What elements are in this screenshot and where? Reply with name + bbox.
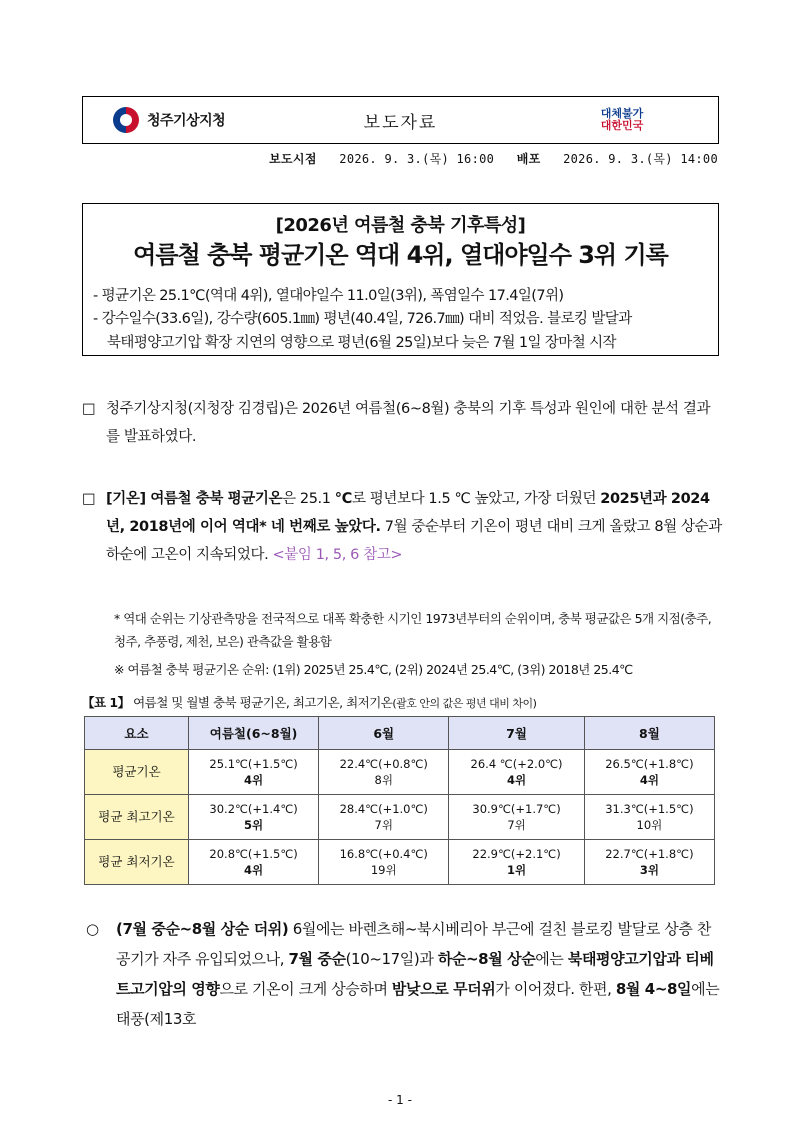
- cell-rank: 4위: [244, 863, 264, 877]
- summary-bullet-2-line-2: 북태평양고기압 확장 지연의 영향으로 평년(6월 25일)보다 늦은 7월 1일 장마철 시작: [107, 335, 616, 351]
- subheading: [2026년 여름철 충북 기후특성]: [275, 215, 526, 236]
- text-bold: 7월 중순: [288, 950, 346, 968]
- table-caption-tag: 【표 1】: [82, 695, 130, 710]
- text-run: 에는 태풍(제13호: [116, 980, 720, 1028]
- cell-value: 25.1℃(+1.5℃): [209, 757, 298, 771]
- cell-rank: 4위: [244, 773, 264, 787]
- cell-value: 28.4℃(+1.0℃): [339, 802, 428, 816]
- summary-box: [82, 203, 719, 356]
- text-bold: ℃: [334, 491, 352, 507]
- text-bold: (7월 중순~8월 상순 더위): [116, 920, 289, 938]
- cell-value: 30.2℃(+1.4℃): [209, 802, 298, 816]
- table-row: [85, 840, 715, 885]
- text-bold: 밤낮으로 무더위: [391, 980, 496, 998]
- distribution-value: 2026. 9. 3.(목) 14:00: [563, 152, 718, 166]
- cell-value: 26.5℃(+1.8℃): [605, 757, 694, 771]
- summary-bullet-2-line-1: - 강수일수(33.6일), 강수량(605.1㎜) 평년(40.4일, 726.7㎜) 대비 적었음. 블로킹 발달과: [93, 311, 632, 327]
- cell-rank: 4위: [506, 773, 527, 787]
- cell-rank: 8위: [374, 773, 393, 787]
- table-header-row: [85, 717, 715, 750]
- cell-rank: 5위: [244, 818, 264, 832]
- text-run: 6월에는 바렌츠해~북시베리아 부근에 걸친 블로킹 발달로 상층 찬 공기가 자주 유입되었으나,: [116, 920, 711, 968]
- release-time-value: 2026. 9. 3.(목) 16:00: [339, 152, 495, 166]
- doc-type-title: 보도자료: [363, 112, 438, 133]
- text-bold: [기온] 여름철 충북 평균기온: [106, 491, 283, 507]
- paragraph-heat-cause: [86, 914, 726, 1034]
- text-run: (10~17일)과: [345, 950, 438, 968]
- table-caption: [82, 693, 536, 711]
- circle-bullet-icon: ○: [86, 920, 99, 938]
- table-caption-note: (괄호 안의 값은 평년 대비 차이): [392, 697, 537, 710]
- note-rank-list: ※ 여름철 충북 평균기온 순위: (1위) 2025년 25.4℃, (2위) 2024년 25.4℃, (3위) 2018년 25.4℃: [114, 662, 633, 677]
- box-bullet-icon: □: [82, 401, 96, 417]
- cell-rank: 1위: [506, 863, 527, 877]
- document-header: [82, 96, 719, 144]
- cell-rank: 3위: [639, 863, 659, 877]
- cell-rank: 10위: [636, 818, 663, 832]
- text-run: 은 25.1: [282, 491, 335, 507]
- paragraph-heat-cause-text: [86, 914, 726, 1034]
- summary-bullet-2: [93, 307, 632, 355]
- cell-value: 26.4 ℃(+2.0℃): [470, 757, 563, 771]
- table-header-cell: 여름철(6~8월): [189, 717, 319, 750]
- temperature-table: [84, 716, 715, 885]
- cell-rank: 4위: [639, 773, 659, 787]
- org-name: 청주기상지청: [147, 113, 226, 129]
- table-header-cell: 6월: [319, 717, 449, 750]
- text-bold: 하순~8월 상순: [437, 950, 536, 968]
- headline: 여름철 충북 평균기온 역대 4위, 열대야일수 3위 기록: [133, 241, 668, 269]
- cell-value: 22.7℃(+1.8℃): [605, 847, 694, 861]
- cell-rank: 7위: [374, 818, 393, 832]
- table-cell: [584, 840, 714, 885]
- table-cell: [319, 840, 449, 885]
- box-bullet-icon: □: [82, 491, 96, 507]
- table-cell: [449, 750, 584, 795]
- table-header-cell: 7월: [449, 717, 584, 750]
- text-run: 가 이어졌다. 한편,: [495, 980, 616, 998]
- text-bold: 2025년과 2024년, 2018년에 이어 역대: [106, 491, 710, 535]
- table-row: [85, 750, 715, 795]
- cell-value: 22.4℃(+0.8℃): [339, 757, 428, 771]
- appendix-reference: <붙임 1, 5, 6 참고>: [272, 547, 403, 563]
- paragraph-intro: [82, 395, 722, 451]
- table-cell: [319, 795, 449, 840]
- table-row-label: 평균 최저기온: [85, 840, 189, 885]
- summary-bullet-1: - 평균기온 25.1℃(역대 4위), 열대야일수 11.0일(3위), 폭염일수 17.4일(7위): [93, 288, 564, 304]
- table-row-label: 평균기온: [85, 750, 189, 795]
- release-time-label: 보도시점: [269, 152, 317, 166]
- table-cell: [189, 750, 319, 795]
- text-run: 으로 기온이 크게 상승하며: [219, 980, 392, 998]
- page-number: - 1 -: [388, 1093, 412, 1107]
- slogan-line-1: 대체불가: [600, 107, 644, 120]
- cell-value: 31.3℃(+1.5℃): [605, 802, 694, 816]
- text-bold: * 네 번째로 높았다.: [259, 519, 381, 535]
- slogan-line-2: 대한민국: [600, 119, 644, 132]
- cell-value: 16.8℃(+0.4℃): [339, 847, 428, 861]
- table-row-label: 평균 최고기온: [85, 795, 189, 840]
- cell-rank: 19위: [370, 863, 397, 877]
- table-row: [85, 795, 715, 840]
- cell-rank: 7위: [507, 818, 526, 832]
- table-cell: [449, 795, 584, 840]
- release-info: [269, 150, 718, 167]
- table-header-cell: 요소: [85, 717, 189, 750]
- text-run: 에는: [535, 950, 568, 968]
- text-bold: 8월 4~8일: [615, 980, 692, 998]
- table-caption-text: 여름철 및 월별 충북 평균기온, 최고기온, 최저기온: [129, 695, 393, 710]
- text-bold: 북태평양고기압과 티베트고기압의 영향: [116, 950, 714, 998]
- cell-value: 22.9℃(+2.1℃): [472, 847, 561, 861]
- slogan-logo: [592, 102, 652, 138]
- distribution-label: 배포: [516, 152, 541, 166]
- paragraph-temperature-text: [82, 485, 722, 569]
- footnote-rank: * 역대 순위는 기상관측망을 전국적으로 대폭 확충한 시기인 1973년부터의 순위이며, 충북 평균값은 5개 지점(충주, 청주, 추풍령, 제천, 보은) 관측값을 활용함: [114, 611, 712, 649]
- table-cell: [189, 840, 319, 885]
- table-cell: [449, 840, 584, 885]
- table-cell: [584, 795, 714, 840]
- table-cell: [319, 750, 449, 795]
- table-cell: [189, 795, 319, 840]
- cell-value: 30.9℃(+1.7℃): [472, 802, 561, 816]
- table-cell: [584, 750, 714, 795]
- text-run: 로 평년보다 1.5 ℃ 높았고, 가장 더웠던: [351, 491, 601, 507]
- cell-value: 20.8℃(+1.5℃): [209, 847, 298, 861]
- table-header-cell: 8월: [584, 717, 714, 750]
- text-run: 7월 중순부터 기온이 평년 대비 크게 올랐고 8월 상순과 하순에 고온이 지속되었다.: [106, 519, 722, 563]
- paragraph-intro-text: 청주기상지청(지청장 김경립)은 2026년 여름철(6~8월) 충북의 기후 특성과 원인에 대한 분석 결과를 발표하였다.: [106, 401, 711, 445]
- paragraph-temperature: [82, 485, 722, 569]
